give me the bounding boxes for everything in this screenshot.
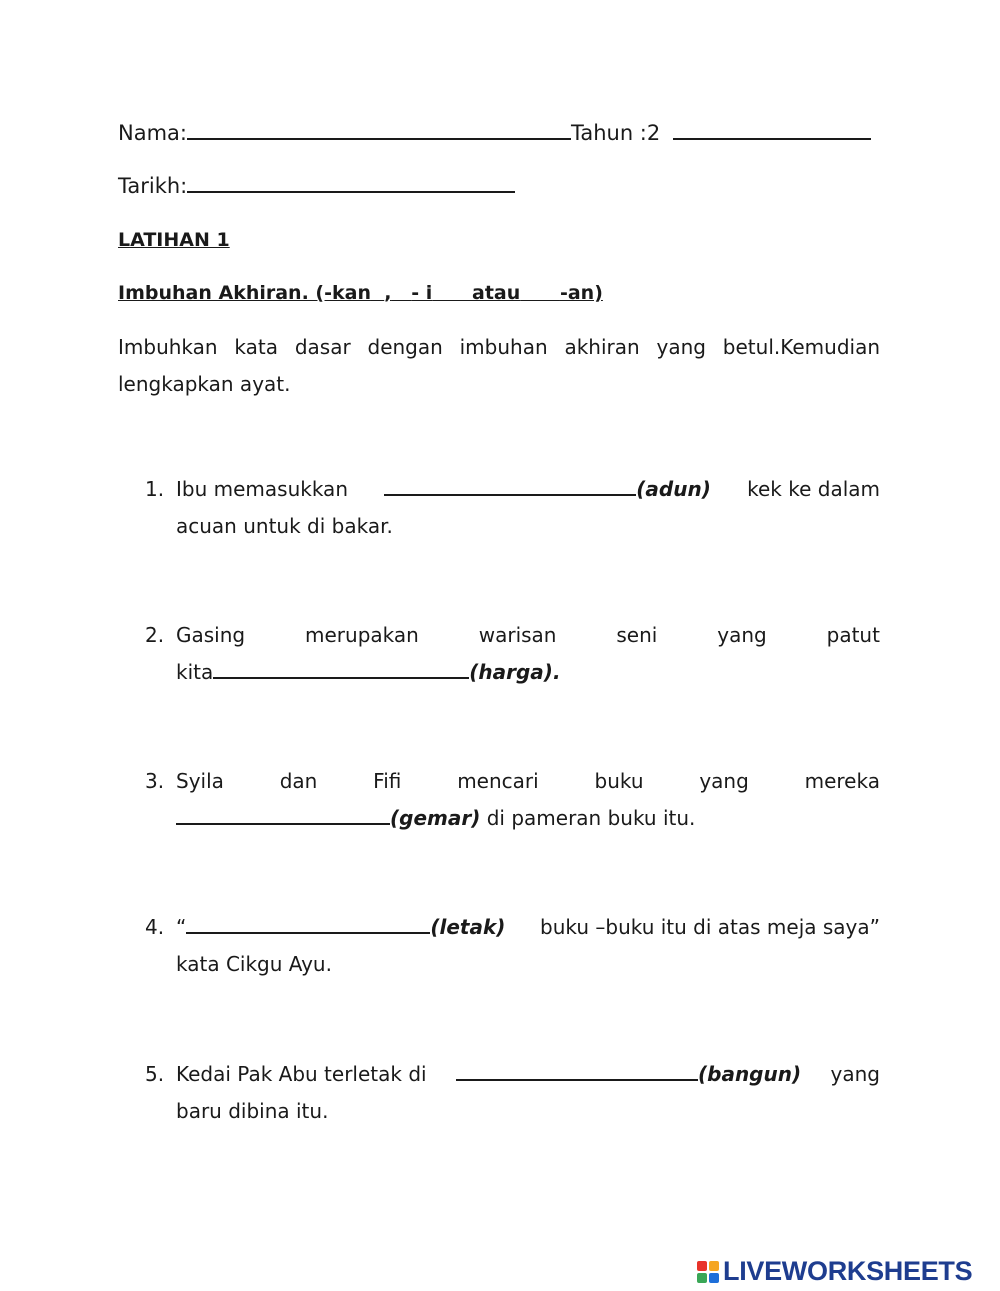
q3-word: mereka xyxy=(804,769,880,793)
q1-answer-blank[interactable] xyxy=(384,476,636,496)
q2-word: seni xyxy=(616,623,658,647)
q5-answer-blank[interactable] xyxy=(456,1061,698,1081)
logo-text: LIVEWORKSHEETS xyxy=(723,1256,973,1286)
logo-square-red xyxy=(697,1261,707,1271)
subtitle-atau: atau xyxy=(472,282,521,304)
q5-before: Kedai Pak Abu terletak di xyxy=(176,1062,427,1086)
q5-line2: baru dibina itu. xyxy=(176,1099,329,1123)
date-line xyxy=(118,173,515,198)
tarikh-label: Tarikh: xyxy=(118,174,188,198)
q4-answer-blank[interactable] xyxy=(186,914,430,934)
q2-before: kita xyxy=(176,660,214,684)
question-number: 5. xyxy=(145,1062,165,1086)
subtitle-comma: , xyxy=(384,282,392,304)
q2-word: Gasing xyxy=(176,623,246,647)
question-4 xyxy=(145,909,880,983)
question-number: 1. xyxy=(145,477,165,501)
q2-word: patut xyxy=(826,623,880,647)
q2-answer-blank[interactable] xyxy=(213,659,469,679)
q3-line1 xyxy=(176,763,880,800)
q4-after: buku –buku itu di atas meja saya” xyxy=(540,915,880,939)
q5-after: yang xyxy=(830,1062,880,1086)
subtitle-opt-i: - i xyxy=(411,282,433,304)
q4-line2: kata Cikgu Ayu. xyxy=(176,952,332,976)
question-number: 3. xyxy=(145,769,165,793)
nama-label: Nama: xyxy=(118,121,187,145)
q1-line2: acuan untuk di bakar. xyxy=(176,514,393,538)
page-title: LATIHAN 1 xyxy=(118,229,230,251)
q4-before: “ xyxy=(176,915,187,939)
q2-word: merupakan xyxy=(305,623,419,647)
q2-word: yang xyxy=(717,623,767,647)
q5-hint: (bangun) xyxy=(697,1062,802,1086)
logo-mark-icon xyxy=(697,1261,719,1283)
logo-square-orange xyxy=(709,1261,719,1271)
logo-square-green xyxy=(697,1273,707,1283)
q3-line2 xyxy=(176,800,880,837)
q3-word: dan xyxy=(279,769,318,793)
q2-line1 xyxy=(176,617,880,654)
q3-answer-blank[interactable] xyxy=(176,805,390,825)
q3-word: yang xyxy=(699,769,749,793)
q3-word: Fifi xyxy=(373,769,402,793)
question-2 xyxy=(145,617,880,691)
tahun-label: Tahun :2 xyxy=(570,121,661,145)
question-1 xyxy=(145,471,880,545)
q1-hint: (adun) xyxy=(636,477,711,501)
q4-hint: (letak) xyxy=(430,915,506,939)
question-number: 2. xyxy=(145,623,165,647)
subtitle-text: Imbuhan Akhiran. (-kan xyxy=(118,282,371,304)
q3-word: buku xyxy=(594,769,644,793)
name-line xyxy=(118,120,871,145)
subtitle-opt-an: -an) xyxy=(559,282,603,304)
q2-line2 xyxy=(176,654,880,691)
q1-before: Ibu memasukkan xyxy=(176,477,348,501)
q3-hint: (gemar) xyxy=(390,806,481,830)
question-3 xyxy=(145,763,880,837)
nama-blank[interactable] xyxy=(187,120,571,140)
q3-word: Syila xyxy=(176,769,224,793)
logo-square-blue xyxy=(709,1273,719,1283)
q3-word: mencari xyxy=(457,769,539,793)
liveworksheets-logo xyxy=(697,1256,972,1287)
question-number: 4. xyxy=(145,915,165,939)
q2-word: warisan xyxy=(478,623,557,647)
q1-after: kek ke dalam xyxy=(747,477,880,501)
subtitle xyxy=(118,282,603,304)
q2-hint: (harga). xyxy=(469,660,561,684)
tarikh-blank[interactable] xyxy=(187,173,515,193)
tahun-blank[interactable] xyxy=(673,120,871,140)
question-5 xyxy=(145,1056,880,1130)
q3-after: di pameran buku itu. xyxy=(486,806,696,830)
instruction: Imbuhkan kata dasar dengan imbuhan akhiran yang betul.Kemudian lengkapkan ayat. xyxy=(118,335,880,396)
